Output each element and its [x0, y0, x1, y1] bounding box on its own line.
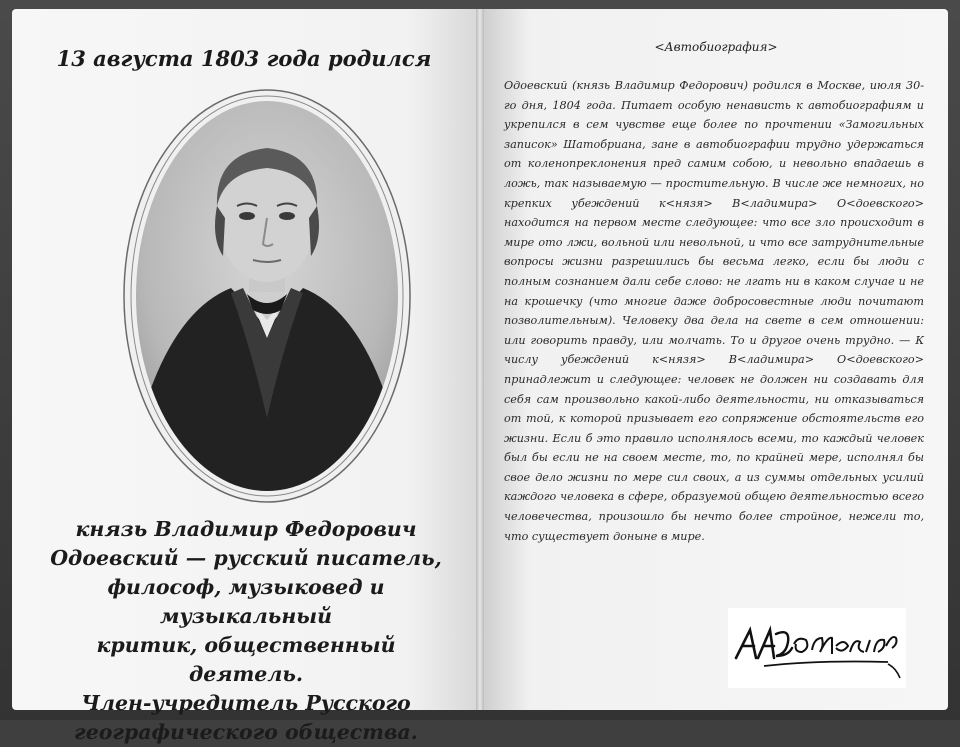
autobiography-title: <Автобиография> [654, 40, 778, 54]
bio-line: князь Владимир Федорович [75, 517, 417, 541]
bio-line: философ, музыковед и музыкальный [107, 575, 385, 628]
book-spine [476, 9, 484, 710]
bio-line: Член-учредитель Русского [81, 691, 411, 715]
handwritten-signature [728, 608, 906, 688]
portrait-oval [121, 88, 413, 504]
bio-line: критик, общественный деятель. [96, 633, 396, 686]
birth-date-heading: 13 августа 1803 года родился [56, 46, 432, 71]
portrait-photo [121, 88, 413, 504]
bio-line: географического общества. [74, 720, 418, 744]
bio-description [40, 515, 452, 747]
autobiography-text: Одоевский (князь Владимир Федорович) родился в Москве, июля 30-го дня, 1804 года. Питает особую ненависть к автобиографиям и укрепился в сем чувстве еще более по прочтении «Замогильных записок» Шатобриана, зане в автобиографии трудно удержаться от коленопреклонения пред самим собою, и невольно впадаешь в ложь, так называемую — простительную. В числе же немногих, но крепких убеждений к<нязя> В<ладимира> О<доевского> находится на первом месте следующее: что все зло происходит в мире ото лжи, вольной или невольной, и что все затруднительные вопросы жизни разрешились бы весьма легко, если бы люди с полным сознанием дали себе слово: не лгать ни в каком случае и не на крошечку (что многие даже добросовестные люди почитают позволительным). Человеку два дела на свете в сем отношении: или говорить правду, или молчать. То и другое очень трудно. — К числу убеждений к<нязя> В<ладимира> О<доевского> принадлежит и следующее: человек не должен ни создавать для себя сам произвольно какой-либо деятельности, ни отказываться от той, к которой призывает его сопряжение обстоятельств его жизни. Если б это правило исполнялось всеми, то каждый человек был бы если не на своем месте, то, по крайней мере, исполнял бы свое дело жизни по мере сил своих, а из суммы отдельных усилий каждого человека в сфере, образуемой общею деятельностью всего человечества, произошло бы нечто более стройное, нежели то, что существует доныне в мире. [504, 79, 924, 543]
signature-image [728, 608, 906, 688]
bio-line: Одоевский — русский писатель, [50, 546, 442, 570]
